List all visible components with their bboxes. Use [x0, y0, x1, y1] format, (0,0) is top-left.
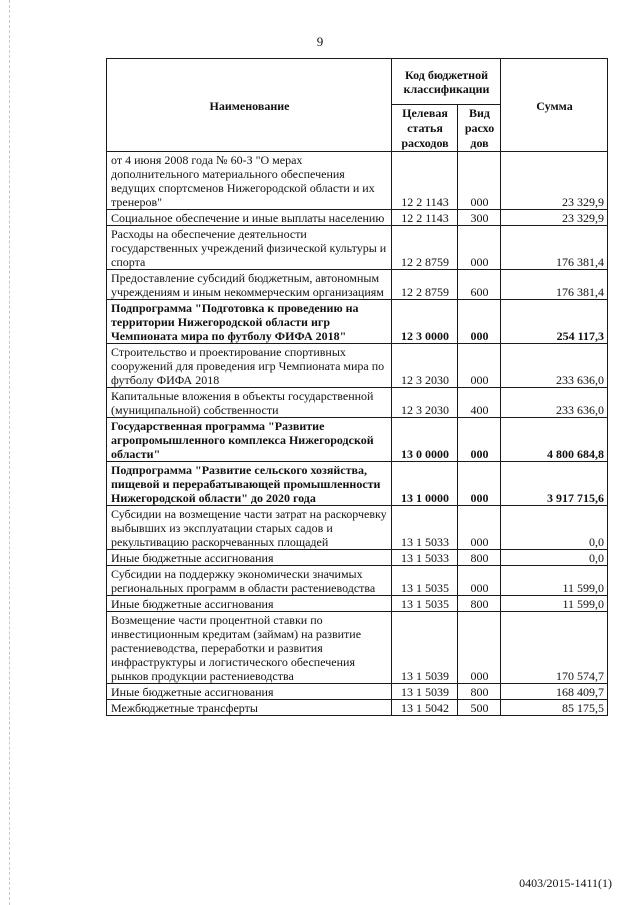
table-row — [107, 550, 608, 566]
row-name-cell: Социальное обеспечение и иные выплаты населению — [107, 210, 392, 226]
row-amount-cell: 176 381,4 — [501, 270, 608, 300]
row-amount-cell: 0,0 — [501, 506, 608, 550]
row-name-cell: Иные бюджетные ассигнования — [107, 596, 392, 612]
row-target-article-cell: 12 3 0000 — [392, 300, 458, 344]
row-target-article-cell: 13 1 5033 — [392, 506, 458, 550]
row-name-cell: Предоставление субсидий бюджетным, автономным учреждениям и иным некоммерческим организациям — [107, 270, 392, 300]
table-row — [107, 462, 608, 506]
table-row — [107, 684, 608, 700]
row-expense-type-cell: 000 — [458, 418, 501, 462]
row-amount-cell: 233 636,0 — [501, 388, 608, 418]
table-row — [107, 506, 608, 550]
row-name-cell: Капитальные вложения в объекты государственной (муниципальной) собственности — [107, 388, 392, 418]
table-row — [107, 152, 608, 210]
row-expense-type-cell: 600 — [458, 270, 501, 300]
table-row — [107, 612, 608, 684]
table-row — [107, 300, 608, 344]
table-row — [107, 270, 608, 300]
row-name-cell: Межбюджетные трансферты — [107, 700, 392, 716]
row-expense-type-cell: 400 — [458, 388, 501, 418]
document-footer-code: 0403/2015-1411(1) — [519, 876, 612, 890]
row-expense-type-cell: 300 — [458, 210, 501, 226]
row-amount-cell: 11 599,0 — [501, 596, 608, 612]
row-expense-type-cell: 800 — [458, 684, 501, 700]
row-name-cell: от 4 июня 2008 года № 60-З "О мерах дополнительного материального обеспечения ведущих спортсменов Нижегородской области и их тренеров" — [107, 152, 392, 210]
row-expense-type-cell: 000 — [458, 462, 501, 506]
table-row — [107, 388, 608, 418]
row-name-cell: Расходы на обеспечение деятельности государственных учреждений физической культуры и спорта — [107, 226, 392, 270]
row-target-article-cell: 12 2 8759 — [392, 226, 458, 270]
row-expense-type-cell: 000 — [458, 226, 501, 270]
row-target-article-cell: 13 1 5035 — [392, 566, 458, 596]
row-name-cell: Подпрограмма "Подготовка к проведению на территории Нижегородской области игр Чемпионата мира по футболу ФИФА 2018" — [107, 300, 392, 344]
row-target-article-cell: 13 1 0000 — [392, 462, 458, 506]
header-target-article: Целевая статья расходов — [392, 105, 458, 152]
row-amount-cell: 4 800 684,8 — [501, 418, 608, 462]
row-amount-cell: 0,0 — [501, 550, 608, 566]
row-target-article-cell: 12 3 2030 — [392, 344, 458, 388]
row-name-cell: Субсидии на возмещение части затрат на раскорчевку выбывших из эксплуатации старых садов и рекультивацию раскорчеванных площадей — [107, 506, 392, 550]
table-body — [107, 152, 608, 716]
row-target-article-cell: 12 3 2030 — [392, 388, 458, 418]
row-target-article-cell: 13 1 5039 — [392, 612, 458, 684]
row-amount-cell: 170 574,7 — [501, 612, 608, 684]
row-target-article-cell: 13 1 5039 — [392, 684, 458, 700]
row-target-article-cell: 12 2 8759 — [392, 270, 458, 300]
row-target-article-cell: 13 1 5042 — [392, 700, 458, 716]
row-amount-cell: 85 175,5 — [501, 700, 608, 716]
row-target-article-cell: 12 2 1143 — [392, 152, 458, 210]
row-amount-cell: 168 409,7 — [501, 684, 608, 700]
row-name-cell: Иные бюджетные ассигнования — [107, 684, 392, 700]
header-expense-type: Вид расхо дов — [458, 105, 501, 152]
row-expense-type-cell: 000 — [458, 152, 501, 210]
row-expense-type-cell: 000 — [458, 300, 501, 344]
row-name-cell: Государственная программа "Развитие агропромышленного комплекса Нижегородской области" — [107, 418, 392, 462]
header-name: Наименование — [107, 59, 392, 152]
row-expense-type-cell: 000 — [458, 506, 501, 550]
row-amount-cell: 176 381,4 — [501, 226, 608, 270]
header-amount: Сумма — [501, 59, 608, 152]
row-expense-type-cell: 000 — [458, 566, 501, 596]
binding-edge — [0, 0, 10, 905]
table-row — [107, 566, 608, 596]
row-name-cell: Строительство и проектирование спортивных сооружений для проведения игр Чемпионата мира по футболу ФИФА 2018 — [107, 344, 392, 388]
row-name-cell: Подпрограмма "Развитие сельского хозяйства, пищевой и перерабатывающей промышленности Нижегородской области" до 2020 года — [107, 462, 392, 506]
budget-table — [106, 58, 608, 716]
table-row — [107, 700, 608, 716]
table-row — [107, 344, 608, 388]
row-name-cell: Возмещение части процентной ставки по инвестиционным кредитам (займам) на развитие растениеводства, переработки и развития инфраструктуры и логистического обеспечения рынков продукции растениеводства — [107, 612, 392, 684]
table-row — [107, 418, 608, 462]
row-expense-type-cell: 500 — [458, 700, 501, 716]
row-expense-type-cell: 000 — [458, 344, 501, 388]
row-amount-cell: 11 599,0 — [501, 566, 608, 596]
row-name-cell: Иные бюджетные ассигнования — [107, 550, 392, 566]
row-name-cell: Субсидии на поддержку экономически значимых региональных программ в области растениеводства — [107, 566, 392, 596]
table-row — [107, 210, 608, 226]
row-amount-cell: 3 917 715,6 — [501, 462, 608, 506]
table-row — [107, 226, 608, 270]
row-expense-type-cell: 800 — [458, 550, 501, 566]
page-number: 9 — [316, 34, 324, 49]
row-amount-cell: 23 329,9 — [501, 210, 608, 226]
row-amount-cell: 254 117,3 — [501, 300, 608, 344]
row-target-article-cell: 13 1 5033 — [392, 550, 458, 566]
table-row — [107, 596, 608, 612]
row-expense-type-cell: 000 — [458, 612, 501, 684]
row-target-article-cell: 13 0 0000 — [392, 418, 458, 462]
row-amount-cell: 233 636,0 — [501, 344, 608, 388]
table-header — [107, 59, 608, 152]
header-code-group: Код бюджетной классификации — [392, 59, 501, 105]
row-amount-cell: 23 329,9 — [501, 152, 608, 210]
row-target-article-cell: 12 2 1143 — [392, 210, 458, 226]
row-target-article-cell: 13 1 5035 — [392, 596, 458, 612]
row-expense-type-cell: 800 — [458, 596, 501, 612]
